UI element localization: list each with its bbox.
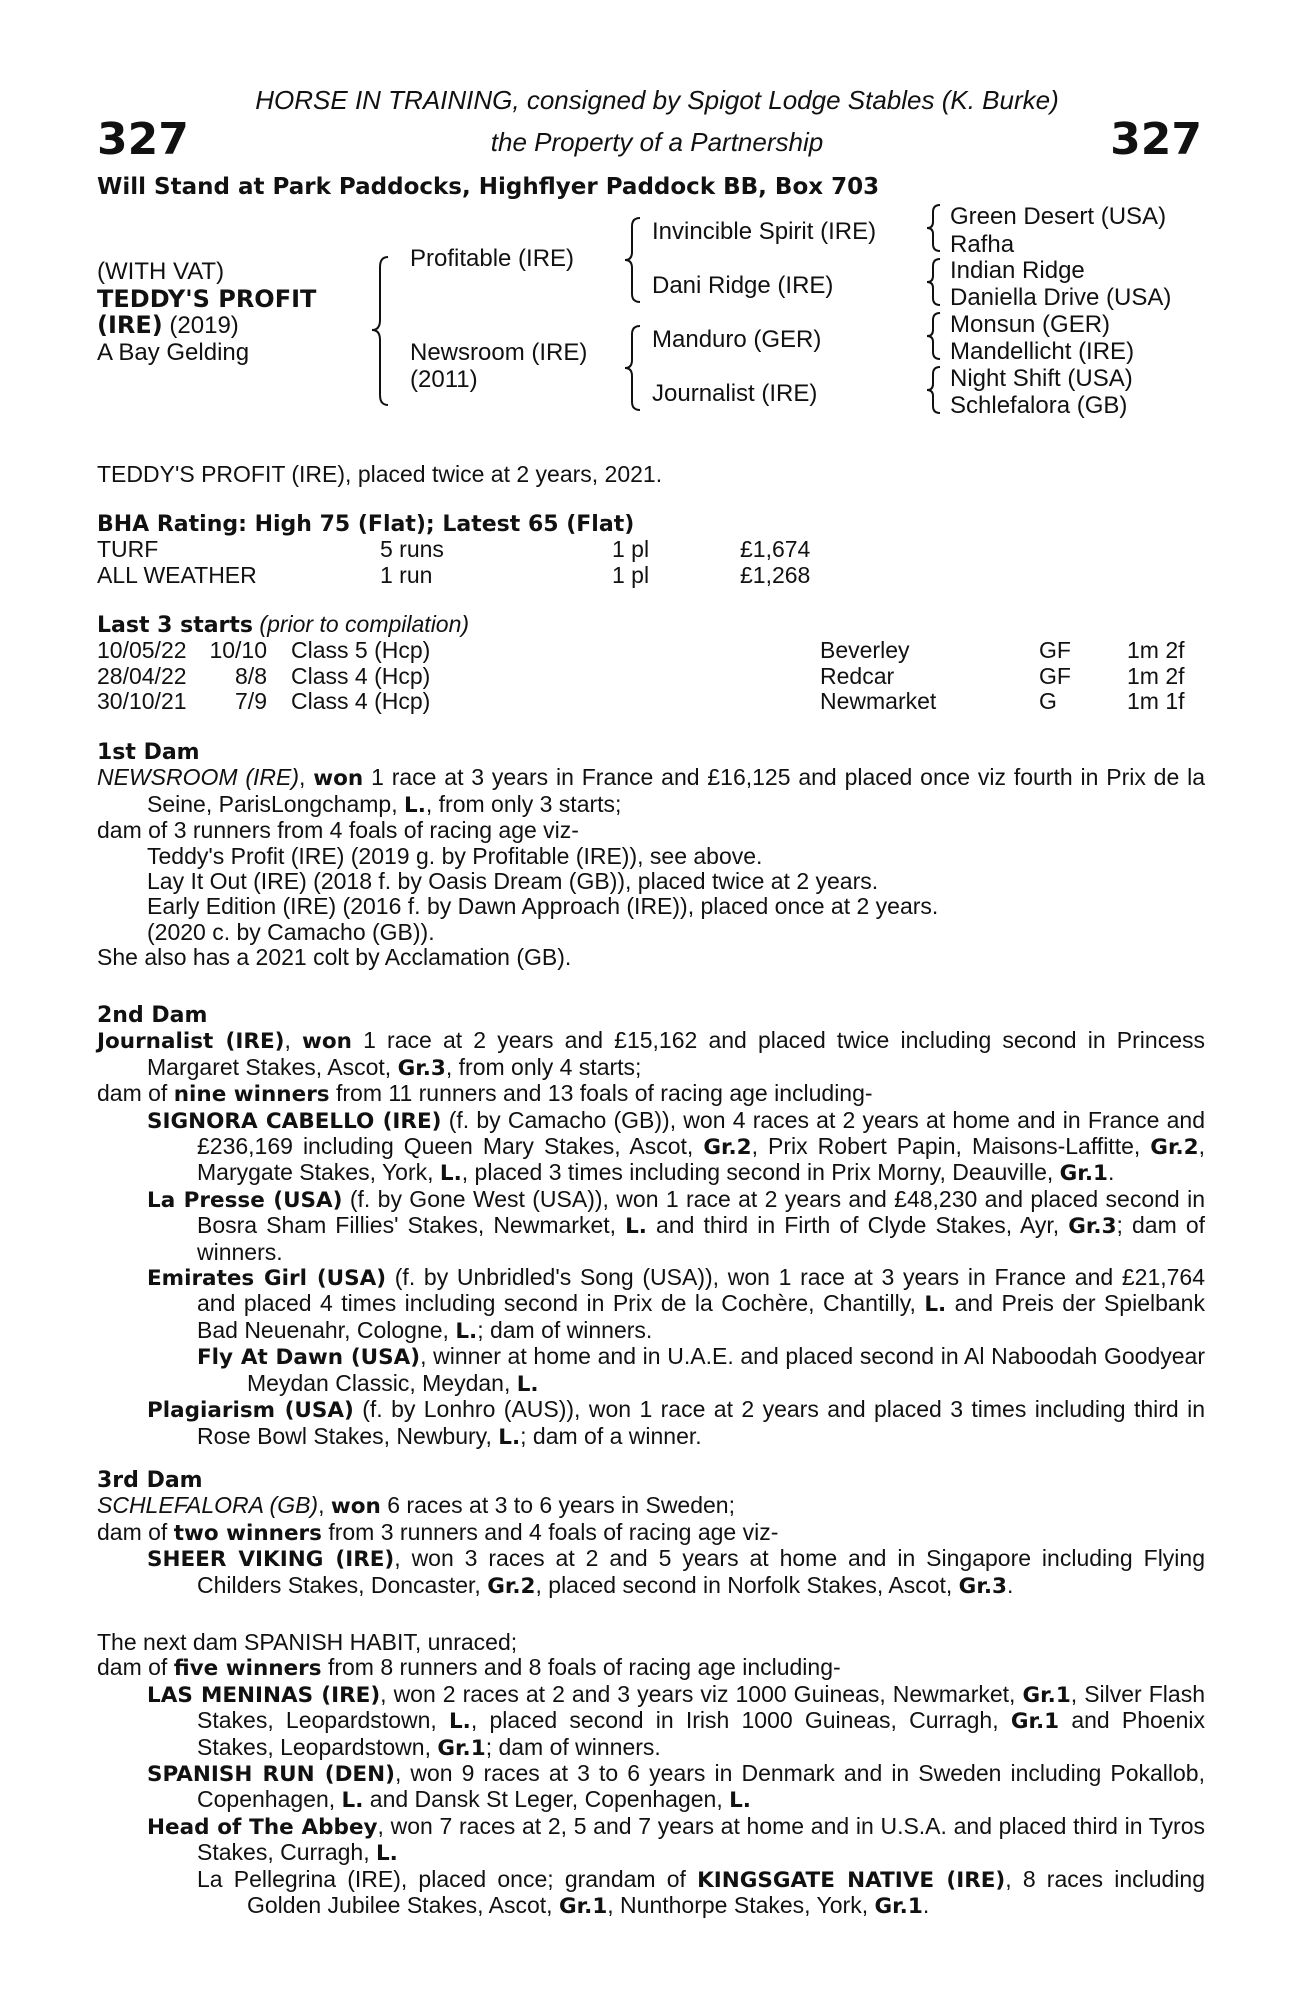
dam-year: (2011) [410, 366, 478, 393]
start-distance: 1m 2f [1127, 662, 1185, 689]
start-position: 10/10 [209, 637, 267, 664]
surface: TURF [97, 536, 159, 563]
rating-row-turf [97, 537, 1205, 562]
start-class: Class 4 (Hcp) [291, 662, 431, 689]
dam-sire: Manduro (GER) [652, 326, 822, 353]
produce-item: (2020 c. by Camacho (GB)). [147, 918, 435, 945]
lot-number-right: 327 [1110, 114, 1202, 165]
dam-dam: Journalist (IRE) [652, 380, 818, 407]
start-position: 7/9 [235, 688, 267, 715]
produce-item: Teddy's Profit (IRE) (2019 g. by Profitable (IRE)), see above. [147, 842, 763, 869]
produce-emirates-girl: Emirates Girl (USA) (f. by Unbridled's Song (USA)), won 1 race at 3 years in France and £21,764 and placed 4 times including second in Prix de la Cochère, Chantilly, L. and Preis der Spielbank Bad Neuenahr, Cologne, L.; dam of winners. [147, 1264, 1205, 1344]
gen3-3: Indian Ridge [950, 257, 1085, 284]
runs: 5 runs [380, 536, 444, 563]
stand-location: Will Stand at Park Paddocks, Highflyer Paddock BB, Box 703 [97, 174, 880, 200]
horse-origin-year: (IRE) (2019) [97, 311, 239, 339]
start-course: Redcar [820, 662, 895, 689]
start-position: 8/8 [235, 662, 267, 689]
first-dam-produce-intro: dam of 3 runners from 4 foals of racing age viz- [97, 817, 579, 844]
second-dam-section [97, 1003, 1205, 1450]
rating-section [97, 512, 1205, 588]
gen3-5: Monsun (GER) [950, 311, 1111, 338]
second-dam-produce-intro: dam of nine winners from 11 runners and 13 foals of racing age including- [97, 1080, 873, 1108]
sire: Profitable (IRE) [410, 245, 575, 272]
produce-item: Early Edition (IRE) (2016 f. by Dawn Approach (IRE)), placed once at 2 years. [147, 893, 939, 920]
start-going: GF [1039, 637, 1071, 664]
start-going: G [1039, 688, 1057, 715]
gen3-1: Green Desert (USA) [950, 203, 1167, 230]
start-class: Class 5 (Hcp) [291, 637, 431, 664]
start-date: 10/05/22 [97, 637, 187, 664]
gen3-7: Night Shift (USA) [950, 365, 1133, 392]
racing-summary: TEDDY'S PROFIT (IRE), placed twice at 2 years, 2021. [97, 461, 663, 487]
produce-head-of-the-abbey: Head of The Abbey, won 7 races at 2, 5 and 7 years at home and in U.S.A. and placed third in Tyros Stakes, Curragh, L. [147, 1812, 1206, 1867]
third-dam-title: 3rd Dam [97, 1468, 203, 1493]
start-date: 30/10/21 [97, 688, 187, 715]
runs: 1 run [380, 561, 433, 588]
first-dam-also: She also has a 2021 colt by Acclamation (GB). [97, 944, 572, 971]
property-line: the Property of a Partnership [490, 127, 824, 157]
produce-la-pellegrina: La Pellegrina (IRE), placed once; grandam of KINGSGATE NATIVE (IRE), 8 races including Golden Jubilee Stakes, Ascot, Gr.1, Nunthorpe Stakes, York, Gr.1. [197, 1865, 1205, 1920]
brace-g3-2 [927, 259, 940, 305]
brace-g3-3 [927, 313, 940, 359]
sire-sire: Invincible Spirit (IRE) [652, 218, 877, 245]
start-row [97, 664, 1205, 689]
next-dam-section [97, 1630, 1205, 1919]
second-dam-record: Journalist (IRE), won 1 race at 2 years and £15,162 and placed twice including second in Princess Margaret Stakes, Ascot, Gr.3, from only 4 starts; [97, 1027, 1205, 1081]
vat-note: (WITH VAT) [97, 258, 225, 285]
brace-dam [625, 326, 640, 410]
produce-fly-at-dawn: Fly At Dawn (USA), winner at home and in U.A.E. and placed second in Al Naboodah Goodyear Meydan Classic, Meydan, L. [197, 1343, 1205, 1397]
next-dam-produce-intro: dam of five winners from 8 runners and 8 foals of racing age including- [97, 1654, 841, 1682]
placed: 1 pl [612, 561, 650, 588]
sire-dam: Dani Ridge (IRE) [652, 272, 834, 299]
rating-row-all-weather [97, 563, 1205, 588]
gen3-8: Schlefalora (GB) [950, 392, 1128, 419]
third-dam-record: SCHLEFALORA (GB), won 6 races at 3 to 6 years in Sweden; [97, 1492, 735, 1520]
second-dam-title: 2nd Dam [97, 1003, 208, 1028]
first-dam-section [97, 740, 1205, 971]
last-starts-section [97, 612, 1205, 715]
start-distance: 1m 1f [1127, 688, 1185, 715]
brace-g3-1 [927, 205, 940, 251]
start-course: Newmarket [820, 688, 937, 715]
first-dam-record: NEWSROOM (IRE), won 1 race at 3 years in France and £16,125 and placed once viz fourth in Prix de la Seine, ParisLongchamp, L., from only 3 starts; [97, 764, 1205, 818]
consignor-line: HORSE IN TRAINING, consigned by Spigot Lodge Stables (K. Burke) [255, 85, 1059, 115]
start-date: 28/04/22 [97, 662, 187, 689]
earnings: £1,268 [740, 561, 811, 588]
produce-spanish-run: SPANISH RUN (DEN), won 9 races at 3 to 6 years in Denmark and in Sweden including Pokallob, Copenhagen, L. and Dansk St Leger, Copenhagen, L. [147, 1760, 1205, 1814]
gen3-6: Mandellicht (IRE) [950, 338, 1135, 365]
start-row [97, 638, 1205, 663]
next-dam-record: The next dam SPANISH HABIT, unraced; [97, 1629, 518, 1655]
gen3-2: Rafha [950, 231, 1015, 258]
produce-sheer-viking: SHEER VIKING (IRE), won 3 races at 2 and 5 years at home and in Singapore including Flying Childers Stakes, Doncaster, Gr.2, placed second in Norfolk Stakes, Ascot, Gr.3. [147, 1545, 1205, 1599]
start-row [97, 689, 1205, 714]
produce-plagiarism: Plagiarism (USA) (f. by Lonhro (AUS)), won 1 race at 2 years and placed 3 times including third in Rose Bowl Stakes, Newbury, L.; dam of a winner. [147, 1396, 1205, 1450]
produce-signora-cabello: SIGNORA CABELLO (IRE) (f. by Camacho (GB)), won 4 races at 2 years at home and in France and £236,169 including Queen Mary Stakes, Ascot, Gr.2, Prix Robert Papin, Maisons-Laffitte, Gr.2, Marygate Stakes, York, L., placed 3 times including second in Prix Morny, Deauville, Gr.1. [147, 1106, 1205, 1187]
produce-las-meninas: LAS MENINAS (IRE), won 2 races at 2 and 3 years viz 1000 Guineas, Newmarket, Gr.1, Silver Flash Stakes, Leopardstown, L., placed second in Irish 1000 Guineas, Curragh, Gr.1 and Phoenix Stakes, Leopardstown, Gr.1; dam of winners. [147, 1680, 1206, 1761]
dam: Newsroom (IRE) [410, 339, 588, 366]
start-distance: 1m 2f [1127, 637, 1185, 664]
horse-name: TEDDY'S PROFIT [97, 285, 317, 313]
lot-number-left: 327 [97, 114, 189, 165]
surface: ALL WEATHER [97, 561, 257, 588]
third-dam-produce-intro: dam of two winners from 3 runners and 4 foals of racing age viz- [97, 1518, 779, 1546]
last-starts-title: Last 3 starts (prior to compilation) [97, 611, 470, 638]
first-dam-title: 1st Dam [97, 740, 200, 765]
rating-title: BHA Rating: High 75 (Flat); Latest 65 (Flat) [97, 512, 635, 537]
start-course: Beverley [820, 637, 910, 664]
horse-description: A Bay Gelding [97, 339, 250, 366]
brace-sire [625, 218, 640, 302]
gen3-4: Daniella Drive (USA) [950, 284, 1172, 311]
start-going: GF [1039, 662, 1071, 689]
earnings: £1,674 [740, 536, 811, 563]
placed: 1 pl [612, 536, 650, 563]
pedigree-braces [0, 0, 1314, 430]
produce-la-presse: La Presse (USA) (f. by Gone West (USA)), won 1 race at 2 years and £48,230 and placed second in Bosra Sham Fillies' Stakes, Newmarket, L. and third in Firth of Clyde Stakes, Ayr, Gr.3; dam of winners. [147, 1185, 1205, 1265]
start-class: Class 4 (Hcp) [291, 688, 431, 715]
produce-item: Lay It Out (IRE) (2018 f. by Oasis Dream (GB)), placed twice at 2 years. [147, 868, 879, 895]
brace-g3-4 [927, 367, 940, 413]
brace-main [372, 257, 388, 405]
third-dam-section [97, 1468, 1205, 1599]
